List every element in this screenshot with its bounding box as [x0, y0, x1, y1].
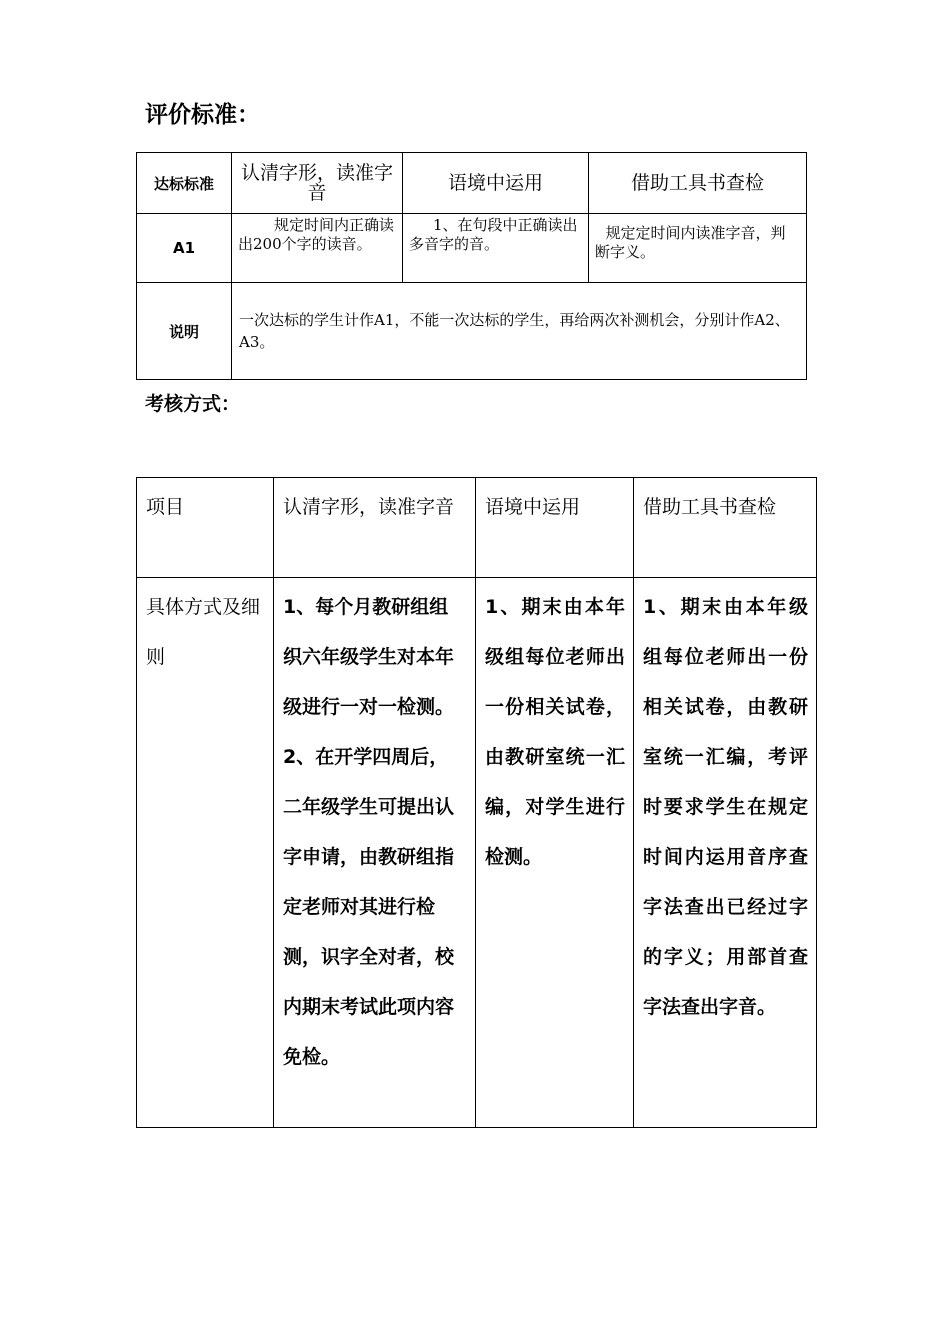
header-cell-reference: 借助工具书查检	[589, 153, 807, 214]
header-cell-standard: 达标标准	[137, 153, 232, 214]
table-row-note	[137, 283, 807, 380]
cell-details-reference: 1、期末由本年级组每位老师出一份相关试卷，由教研室统一汇编，考评时要求学生在规定时间内运用音序查字法查出已经过字的字义；用部首查字法查出字音。	[634, 578, 817, 1128]
row-label-note: 说明	[137, 283, 232, 380]
cell-a1-recognize: 规定时间内正确读出200个字的读音。	[232, 214, 403, 283]
evaluation-standard-table	[136, 152, 807, 380]
row-label-details: 具体方式及细则	[137, 578, 274, 1128]
header-cell-recognize: 认清字形，读准字音	[274, 478, 476, 578]
header-cell-context: 语境中运用	[403, 153, 589, 214]
detail-paragraph-1: 1、每个月教研组组织六年级学生对本年级进行一对一检测。	[283, 596, 455, 718]
cell-a1-reference: 规定定时间内读准字音，判断字义。	[589, 214, 807, 283]
row-label-a1: A1	[137, 214, 232, 283]
table-row-a1	[137, 214, 807, 283]
cell-note-text: 一次达标的学生计作A1，不能一次达标的学生，再给两次补测机会，分别计作A2、A3。	[232, 283, 807, 380]
header-cell-context: 语境中运用	[476, 478, 634, 578]
heading-evaluation-standard: 评价标准：	[145, 102, 260, 128]
cell-details-recognize	[274, 578, 476, 1128]
cell-a1-context: 1、在句段中正确读出多音字的音。	[403, 214, 589, 283]
cell-details-context: 1、期末由本年级组每位老师出一份相关试卷，由教研室统一汇编，对学生进行检测。	[476, 578, 634, 1128]
table-header-row	[137, 153, 807, 214]
table-row-details	[137, 578, 817, 1128]
heading-assessment-method: 考核方式：	[145, 393, 241, 415]
assessment-method-table	[136, 477, 817, 1128]
table-header-row	[137, 478, 817, 578]
header-cell-recognize: 认清字形，读准字音	[232, 153, 403, 214]
detail-paragraph-2: 2、在开学四周后，二年级学生可提出认字申请，由教研组指定老师对其进行检测，识字全对者，校内期末考试此项内容免检。	[283, 746, 455, 1068]
header-cell-item: 项目	[137, 478, 274, 578]
header-cell-reference: 借助工具书查检	[634, 478, 817, 578]
